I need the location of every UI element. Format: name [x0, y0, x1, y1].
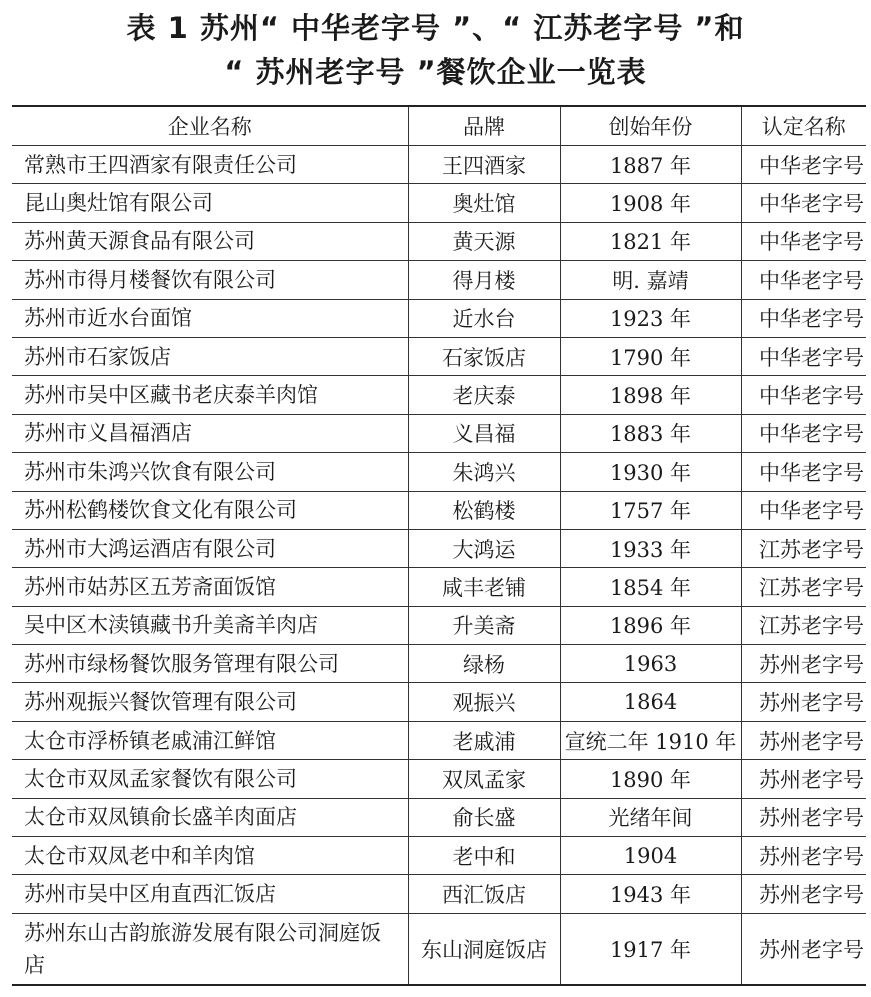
designation-cell: 苏州老字号	[741, 913, 866, 985]
company-name-cell: 苏州市绿杨餐饮服务管理有限公司	[12, 645, 408, 683]
header-company-name: 企业名称	[12, 106, 408, 146]
company-name-cell: 苏州观振兴餐饮管理有限公司	[12, 683, 408, 721]
table-body	[12, 146, 866, 985]
company-name-cell: 苏州市大鸿运酒店有限公司	[12, 529, 408, 567]
designation-cell: 中华老字号	[741, 261, 866, 299]
table-header	[12, 106, 866, 146]
brand-cell: 得月楼	[408, 261, 560, 299]
brand-cell: 王四酒家	[408, 146, 560, 184]
table-row	[12, 414, 866, 452]
brand-cell: 绿杨	[408, 645, 560, 683]
designation-cell: 中华老字号	[741, 222, 866, 260]
founding-year-cell: 1908 年	[560, 184, 741, 222]
company-name-cell: 常熟市王四酒家有限责任公司	[12, 146, 408, 184]
brand-cell: 咸丰老铺	[408, 568, 560, 606]
company-name-cell: 苏州黄天源食品有限公司	[12, 222, 408, 260]
designation-cell: 中华老字号	[741, 376, 866, 414]
founding-year-cell: 宣统二年 1910 年	[560, 721, 741, 759]
table-row	[12, 837, 866, 875]
brand-cell: 黄天源	[408, 222, 560, 260]
company-name-cell: 苏州市朱鸿兴饮食有限公司	[12, 453, 408, 491]
table-row	[12, 376, 866, 414]
company-name-cell: 太仓市双凤镇俞长盛羊肉面店	[12, 798, 408, 836]
brand-cell: 观振兴	[408, 683, 560, 721]
table-row	[12, 222, 866, 260]
header-founding-year: 创始年份	[560, 106, 741, 146]
designation-cell: 苏州老字号	[741, 875, 866, 913]
caption-line-2: “ 苏州老字号 ”餐饮企业一览表	[224, 55, 647, 89]
table-row	[12, 568, 866, 606]
designation-cell: 中华老字号	[741, 184, 866, 222]
brand-cell: 俞长盛	[408, 798, 560, 836]
company-name-cell: 吴中区木渎镇藏书升美斋羊肉店	[12, 606, 408, 644]
company-name-cell: 太仓市双凤孟家餐饮有限公司	[12, 760, 408, 798]
company-name-cell: 苏州东山古韵旅游发展有限公司洞庭饭店	[12, 913, 408, 985]
brand-cell: 老中和	[408, 837, 560, 875]
table-row	[12, 491, 866, 529]
designation-cell: 中华老字号	[741, 146, 866, 184]
header-designation: 认定名称	[741, 106, 866, 146]
brand-cell: 义昌福	[408, 414, 560, 452]
founding-year-cell: 1854 年	[560, 568, 741, 606]
table-row	[12, 760, 866, 798]
caption-line-1: 表 1 苏州“ 中华老字号 ”、“ 江苏老字号 ”和	[126, 11, 745, 45]
brand-cell: 老戚浦	[408, 721, 560, 759]
brand-cell: 奥灶馆	[408, 184, 560, 222]
table-row	[12, 146, 866, 184]
founding-year-cell: 1904	[560, 837, 741, 875]
brand-cell: 朱鸿兴	[408, 453, 560, 491]
brand-cell: 升美斋	[408, 606, 560, 644]
time-honored-brands-table	[12, 105, 866, 986]
table-row	[12, 913, 866, 985]
founding-year-cell: 1923 年	[560, 299, 741, 337]
brand-cell: 大鸿运	[408, 529, 560, 567]
company-name-cell: 苏州市得月楼餐饮有限公司	[12, 261, 408, 299]
designation-cell: 中华老字号	[741, 491, 866, 529]
founding-year-cell: 1896 年	[560, 606, 741, 644]
table-caption	[0, 0, 871, 94]
company-name-cell: 苏州市姑苏区五芳斋面饭馆	[12, 568, 408, 606]
founding-year-cell: 1821 年	[560, 222, 741, 260]
designation-cell: 苏州老字号	[741, 798, 866, 836]
table-row	[12, 798, 866, 836]
designation-cell: 中华老字号	[741, 453, 866, 491]
company-name-cell: 昆山奥灶馆有限公司	[12, 184, 408, 222]
table-row	[12, 299, 866, 337]
founding-year-cell: 1943 年	[560, 875, 741, 913]
designation-cell: 中华老字号	[741, 299, 866, 337]
designation-cell: 中华老字号	[741, 414, 866, 452]
founding-year-cell: 光绪年间	[560, 798, 741, 836]
founding-year-cell: 1883 年	[560, 414, 741, 452]
brand-cell: 西汇饭店	[408, 875, 560, 913]
founding-year-cell: 1757 年	[560, 491, 741, 529]
table-row	[12, 721, 866, 759]
designation-cell: 江苏老字号	[741, 568, 866, 606]
table-row	[12, 184, 866, 222]
brand-cell: 东山洞庭饭店	[408, 913, 560, 985]
brand-cell: 石家饭店	[408, 337, 560, 375]
designation-cell: 江苏老字号	[741, 529, 866, 567]
designation-cell: 苏州老字号	[741, 645, 866, 683]
designation-cell: 苏州老字号	[741, 760, 866, 798]
founding-year-cell: 1963	[560, 645, 741, 683]
table-row	[12, 337, 866, 375]
company-name-cell: 苏州市石家饭店	[12, 337, 408, 375]
designation-cell: 苏州老字号	[741, 721, 866, 759]
table-row	[12, 453, 866, 491]
company-name-cell: 苏州市义昌福酒店	[12, 414, 408, 452]
table-row	[12, 683, 866, 721]
founding-year-cell: 1917 年	[560, 913, 741, 985]
company-name-cell: 太仓市双凤老中和羊肉馆	[12, 837, 408, 875]
founding-year-cell: 明. 嘉靖	[560, 261, 741, 299]
founding-year-cell: 1930 年	[560, 453, 741, 491]
table-row	[12, 645, 866, 683]
designation-cell: 苏州老字号	[741, 837, 866, 875]
brand-cell: 老庆泰	[408, 376, 560, 414]
table-row	[12, 606, 866, 644]
designation-cell: 中华老字号	[741, 337, 866, 375]
company-name-cell: 苏州市近水台面馆	[12, 299, 408, 337]
company-name-cell: 苏州市吴中区藏书老庆泰羊肉馆	[12, 376, 408, 414]
table-row	[12, 875, 866, 913]
founding-year-cell: 1864	[560, 683, 741, 721]
table-row	[12, 261, 866, 299]
founding-year-cell: 1898 年	[560, 376, 741, 414]
brand-cell: 松鹤楼	[408, 491, 560, 529]
company-name-cell: 太仓市浮桥镇老戚浦江鲜馆	[12, 721, 408, 759]
founding-year-cell: 1887 年	[560, 146, 741, 184]
brand-cell: 双凤孟家	[408, 760, 560, 798]
designation-cell: 江苏老字号	[741, 606, 866, 644]
company-name-cell: 苏州市吴中区甪直西汇饭店	[12, 875, 408, 913]
founding-year-cell: 1790 年	[560, 337, 741, 375]
company-name-cell: 苏州松鹤楼饮食文化有限公司	[12, 491, 408, 529]
founding-year-cell: 1933 年	[560, 529, 741, 567]
header-row	[12, 106, 866, 146]
brand-cell: 近水台	[408, 299, 560, 337]
table-row	[12, 529, 866, 567]
founding-year-cell: 1890 年	[560, 760, 741, 798]
header-brand: 品牌	[408, 106, 560, 146]
designation-cell: 苏州老字号	[741, 683, 866, 721]
